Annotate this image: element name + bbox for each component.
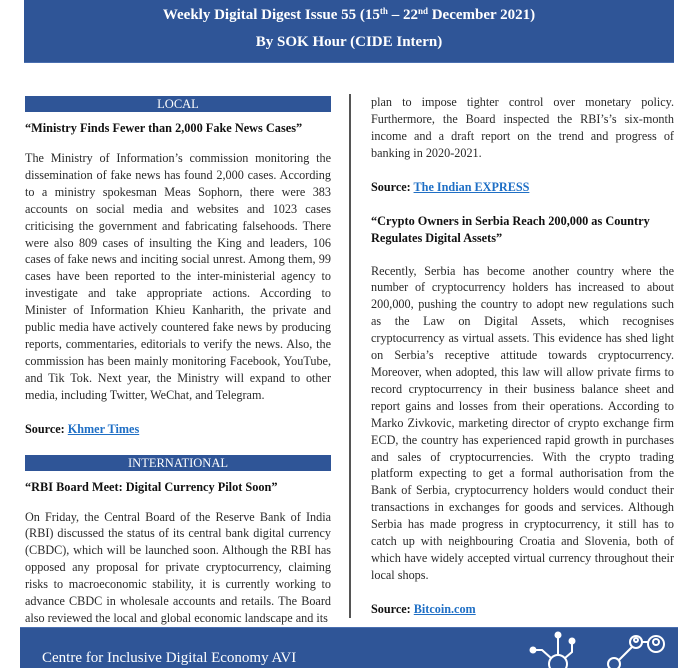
source-label: Source: (25, 421, 65, 436)
source-link-bitcoin-com[interactable]: Bitcoin.com (413, 601, 476, 616)
article-headline: “RBI Board Meet: Digital Currency Pilot Soon” (25, 479, 278, 494)
digest-title (24, 7, 674, 24)
column-divider (349, 94, 351, 618)
article-source (371, 179, 674, 196)
title-text: December 2021) (427, 7, 536, 23)
article-body: On Friday, the Central Board of the Reserve Bank of India (RBI) discussed the status of its central bank digital currency (CBDC), which will be launched soon. Although the RBI has opposed any proposal for private cryptocurrency, claiming risks to macroeconomic stability, it is currently working to advance CBDC in wholesale accounts and retails. The Board also reviewed the local and global economic landscape and its (25, 509, 331, 625)
article-headline: “Ministry Finds Fewer than 2,000 Fake News Cases” (25, 121, 303, 135)
digest-header-banner (24, 0, 674, 63)
network-hub-icon (528, 630, 588, 670)
source-label: Source: (371, 179, 411, 194)
title-ordinal: th (379, 6, 388, 16)
article-source (371, 601, 674, 618)
article-source (25, 421, 331, 438)
source-link-khmer-times[interactable]: Khmer Times (67, 421, 140, 436)
article-body: Recently, Serbia has become another country where the number of cryptocurrency holders has increased to about 200,000, pushing the country to adopt new regulations such as the Law on Digital Assets, which recognises cryptocurrency as virtual assets. This evidence has shed light on Serbia’s receptive attitude towards cryptocurrency. Moreover, when adopted, this law will allow private firms to record cryptocurrency in their business balance sheet and report gains and losses from their operations. According to Marko Zivkovic, marketing director of crypto exchange firm ECD, the country has experienced rapid growth in purchases and sales of cryptocurrencies. With the crypto trading platform expecting to get a formal authorisation from the Bank of Serbia, cryptocurrency holders would conduct their transactions in exchanges for goods and services. Although Serbia has made progress in cryptocurrency, it still has to catch up with neighbouring Croatia and Slovenia, both of which have widely accepted virtual currency throughout their local shops. (371, 263, 674, 582)
left-column (25, 96, 331, 627)
right-column (371, 94, 674, 618)
title-ordinal: nd (417, 6, 428, 16)
title-text: – 22 (387, 7, 418, 23)
source-link-indian-express[interactable]: The Indian EXPRESS (413, 179, 530, 194)
footer-banner (20, 627, 678, 668)
section-header-international: INTERNATIONAL (25, 455, 331, 471)
digest-byline: By SOK Hour (CIDE Intern) (255, 34, 443, 50)
organization-name: Centre for Inclusive Digital Economy AVI (42, 650, 297, 666)
article-headline: “Crypto Owners in Serbia Reach 200,000 as Country Regulates Digital Assets” (371, 213, 650, 245)
section-header-local: LOCAL (25, 96, 331, 112)
article-body-continued: plan to impose tighter control over monetary policy. Furthermore, the Board inspected the RBI’s’s six-month income and a draft report on the trend and progress of banking in 2020-2021. (371, 95, 674, 160)
title-text: Weekly Digital Digest Issue 55 (15 (162, 7, 380, 23)
source-label: Source: (371, 601, 411, 616)
article-body: The Ministry of Information’s commission monitoring the dissemination of fake news has found 2,000 cases. According to a ministry spokesman Meas Sophorn, there were 383 accounts on social media and websites and 1023 cases criticising the government and fabricating falsehoods. There were also 809 cases of insulting the King and leaders, 106 cases of fake news and inciting social unrest. Among them, 99 cases have been reported to the inter-ministerial agency to investigate and take appropriate actions. According to Minister of Information Khieu Kanharith, the private and public media have actively countered fake news by producing reports, commentaries, editorials to verify the news. Also, the commission has been mainly monitoring Facebook, YouTube, and Tik Tok. Next year, the Ministry will expand to other media, including Twitter, WeChat, and Telegram. (25, 151, 331, 402)
connected-people-icon (606, 630, 666, 670)
